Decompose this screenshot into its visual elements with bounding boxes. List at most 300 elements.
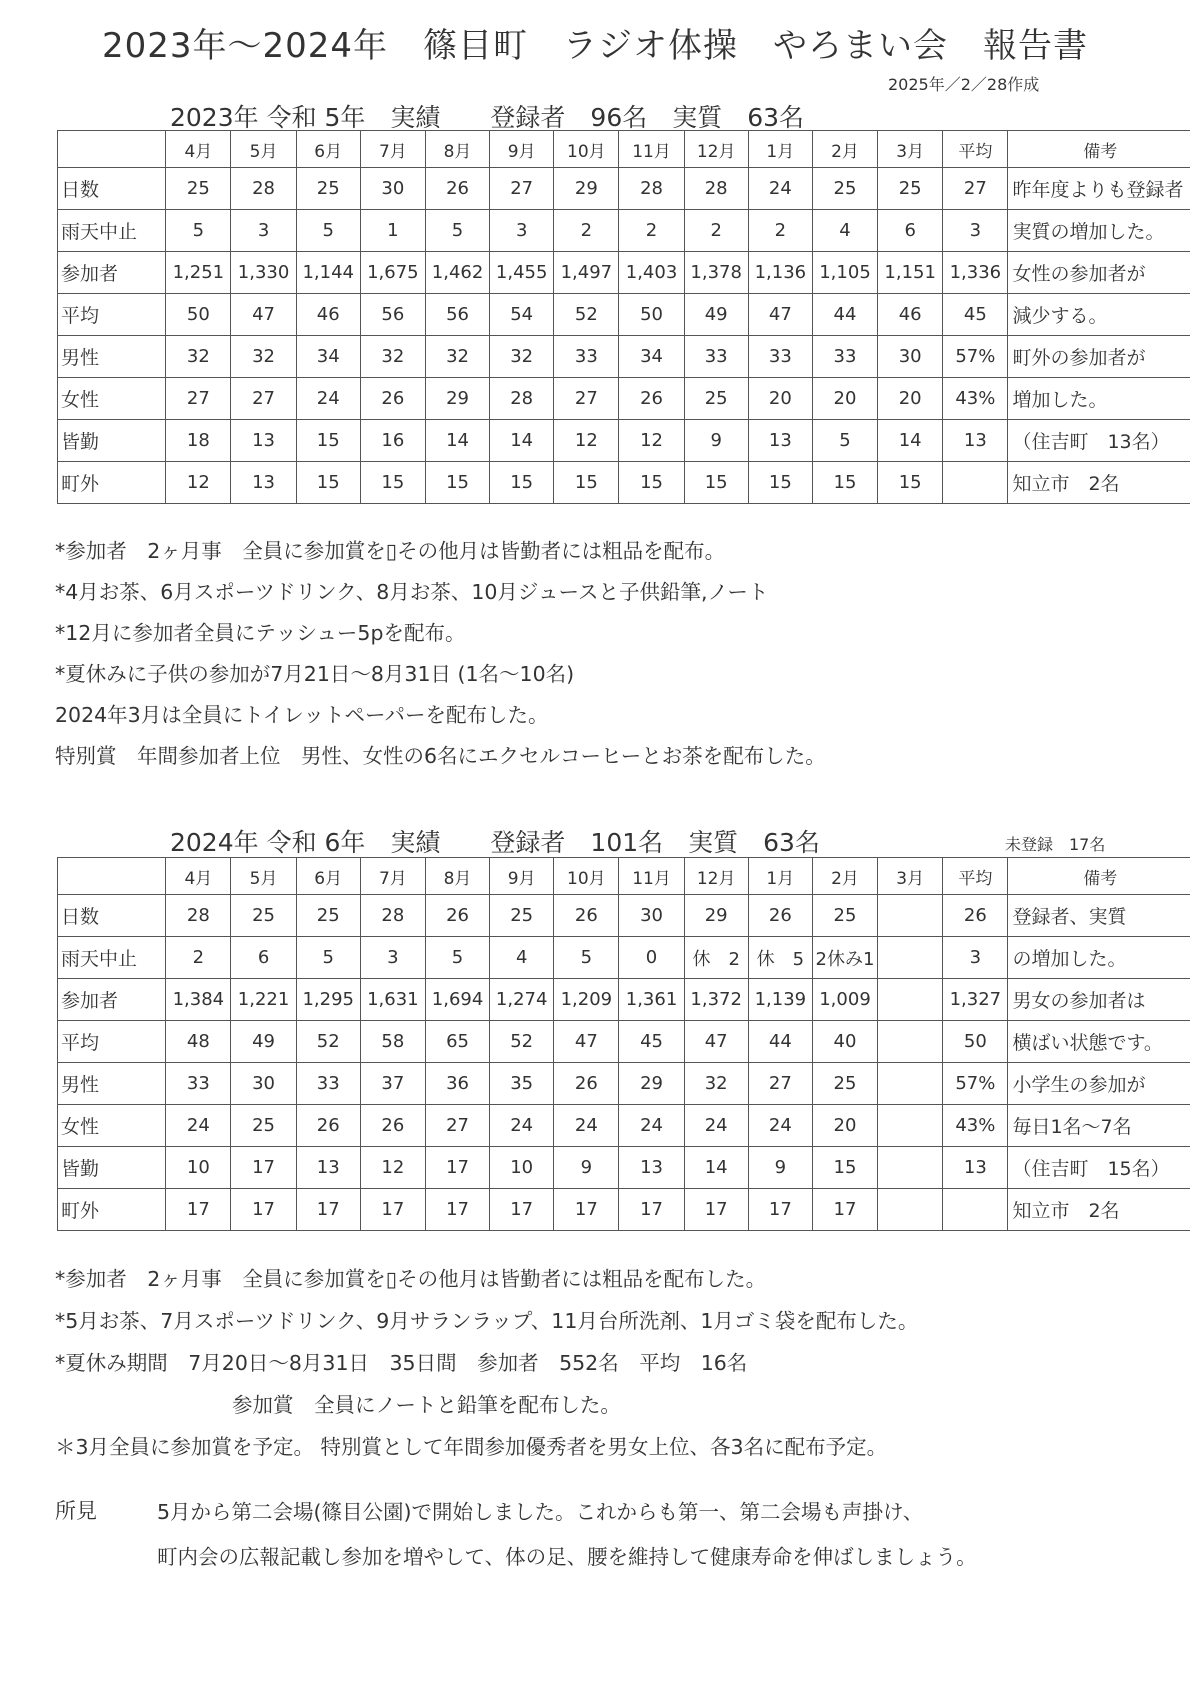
data-cell: 30 [360, 168, 425, 210]
data-cell: 29 [554, 168, 619, 210]
data-cell: 25 [296, 895, 360, 937]
table-row [58, 979, 1190, 1021]
table-2024 [57, 857, 1190, 1231]
section-2024-heading: 2024年 令和 6年 実績 登録者 101名 実質 63名 [170, 828, 820, 857]
data-cell: 1,455 [490, 252, 554, 294]
header-cell: 1月 [748, 858, 812, 895]
header-cell: 平均 [943, 858, 1008, 895]
table-row [58, 210, 1190, 252]
row-label: 皆勤 [58, 420, 166, 462]
data-cell: 56 [425, 294, 489, 336]
data-cell: 1,403 [619, 252, 684, 294]
data-cell: 33 [812, 336, 877, 378]
header-cell: 平均 [943, 131, 1008, 168]
header-cell: 8月 [425, 858, 489, 895]
table-row [58, 1105, 1190, 1147]
table-row [58, 1063, 1190, 1105]
note-2023-1: *参加者 2ヶ月事 全員に参加賞を▯その他月は皆勤者には粗品を配布。 [55, 539, 726, 563]
data-cell: 12 [619, 420, 684, 462]
data-cell: 1,221 [231, 979, 296, 1021]
header-cell: 備考 [1008, 858, 1190, 895]
data-cell: 14 [684, 1147, 748, 1189]
data-cell: 32 [231, 336, 296, 378]
data-cell: 18 [166, 420, 231, 462]
table-row [58, 1147, 1190, 1189]
data-cell: 15 [490, 462, 554, 504]
data-cell: 49 [231, 1021, 296, 1063]
data-cell: 43% [943, 378, 1008, 420]
data-cell: 1,009 [812, 979, 877, 1021]
data-cell: 1,330 [231, 252, 296, 294]
header-cell [58, 858, 166, 895]
data-cell: 13 [943, 420, 1008, 462]
report-title: 2023年～2024年 篠目町 ラジオ体操 やろまい会 報告書 [101, 26, 1089, 66]
table-header-row [58, 858, 1190, 895]
data-cell: 47 [231, 294, 296, 336]
data-cell: 26 [554, 1063, 619, 1105]
data-cell: 33 [166, 1063, 231, 1105]
header-cell: 3月 [878, 131, 943, 168]
data-cell: 27 [943, 168, 1008, 210]
data-cell: 13 [231, 462, 296, 504]
data-cell: 27 [490, 168, 554, 210]
data-cell: 50 [619, 294, 684, 336]
data-cell: 28 [619, 168, 684, 210]
data-cell: 25 [812, 168, 877, 210]
data-cell: 15 [878, 462, 943, 504]
data-cell: 3 [943, 937, 1008, 979]
data-cell: 29 [425, 378, 489, 420]
data-cell: 17 [554, 1189, 619, 1231]
header-cell: 11月 [619, 858, 684, 895]
data-cell: 6 [231, 937, 296, 979]
header-cell: 12月 [684, 858, 748, 895]
data-cell: 27 [166, 378, 231, 420]
data-cell: 13 [296, 1147, 360, 1189]
data-cell: 4 [812, 210, 877, 252]
data-cell: 1,497 [554, 252, 619, 294]
data-cell: 28 [231, 168, 296, 210]
data-cell: 10 [490, 1147, 554, 1189]
table-header-row [58, 131, 1190, 168]
data-cell [878, 1189, 943, 1231]
data-cell: 9 [684, 420, 748, 462]
header-cell: 2月 [812, 858, 877, 895]
data-cell: 1,384 [166, 979, 231, 1021]
created-date: 2025年／2／28作成 [888, 75, 1040, 94]
data-cell [878, 937, 943, 979]
data-cell: 15 [425, 462, 489, 504]
row-label: 雨天中止 [58, 937, 166, 979]
data-cell: 1,151 [878, 252, 943, 294]
data-cell: 5 [425, 937, 489, 979]
table-row [58, 168, 1190, 210]
header-cell: 2月 [812, 131, 877, 168]
data-cell: 27 [554, 378, 619, 420]
data-cell: 28 [490, 378, 554, 420]
data-cell: 15 [748, 462, 812, 504]
table-row [58, 895, 1190, 937]
data-cell: 14 [425, 420, 489, 462]
data-cell: 17 [296, 1189, 360, 1231]
data-cell: 25 [878, 168, 943, 210]
row-label: 男性 [58, 1063, 166, 1105]
data-cell: 28 [360, 895, 425, 937]
data-cell: 25 [231, 1105, 296, 1147]
data-cell: 29 [684, 895, 748, 937]
data-cell: 1,378 [684, 252, 748, 294]
data-cell: 47 [554, 1021, 619, 1063]
data-cell: 46 [878, 294, 943, 336]
data-cell: 52 [296, 1021, 360, 1063]
header-cell: 6月 [296, 131, 360, 168]
data-cell: 57% [943, 336, 1008, 378]
header-cell: 4月 [166, 858, 231, 895]
findings-label: 所見 [55, 1499, 97, 1523]
remark-cell: 小学生の参加が [1008, 1063, 1190, 1105]
header-cell [58, 131, 166, 168]
data-cell: 3 [490, 210, 554, 252]
header-cell: 9月 [490, 131, 554, 168]
data-cell: 10 [166, 1147, 231, 1189]
remark-cell: の増加した。 [1008, 937, 1190, 979]
row-label: 女性 [58, 1105, 166, 1147]
data-cell: 1,462 [425, 252, 489, 294]
data-cell: 17 [231, 1147, 296, 1189]
data-cell: 17 [619, 1189, 684, 1231]
data-cell: 48 [166, 1021, 231, 1063]
data-cell: 5 [812, 420, 877, 462]
note-2023-2: *4月お茶、6月スポーツドリンク、8月お茶、10月ジュースと子供鉛筆,ノート [55, 580, 769, 604]
data-cell: 15 [296, 420, 360, 462]
note-2023-6: 特別賞 年間参加者上位 男性、女性の6名にエクセルコーヒーとお茶を配布した。 [55, 744, 826, 768]
header-cell: 5月 [231, 858, 296, 895]
data-cell: 13 [231, 420, 296, 462]
data-cell [943, 1189, 1008, 1231]
data-cell: 2 [554, 210, 619, 252]
data-cell: 24 [684, 1105, 748, 1147]
data-cell: 17 [425, 1189, 489, 1231]
data-cell: 2 [619, 210, 684, 252]
header-cell: 5月 [231, 131, 296, 168]
data-cell: 17 [812, 1189, 877, 1231]
table-row [58, 336, 1190, 378]
data-cell: 1,327 [943, 979, 1008, 1021]
data-cell: 17 [748, 1189, 812, 1231]
data-cell [943, 462, 1008, 504]
data-cell: 3 [943, 210, 1008, 252]
data-cell: 25 [166, 168, 231, 210]
data-cell: 33 [748, 336, 812, 378]
data-cell: 1,336 [943, 252, 1008, 294]
table-row [58, 462, 1190, 504]
data-cell: 1 [360, 210, 425, 252]
data-cell: 33 [296, 1063, 360, 1105]
header-cell: 10月 [554, 858, 619, 895]
data-cell: 24 [619, 1105, 684, 1147]
data-cell: 20 [878, 378, 943, 420]
data-cell: 休 2 [684, 937, 748, 979]
table-row [58, 294, 1190, 336]
data-cell: 1,274 [490, 979, 554, 1021]
data-cell: 17 [166, 1189, 231, 1231]
data-cell: 15 [812, 462, 877, 504]
data-cell: 24 [554, 1105, 619, 1147]
data-cell: 50 [943, 1021, 1008, 1063]
remark-cell: 登録者、実質 [1008, 895, 1190, 937]
data-cell: 30 [619, 895, 684, 937]
data-cell: 32 [684, 1063, 748, 1105]
row-label: 日数 [58, 895, 166, 937]
data-cell: 26 [360, 1105, 425, 1147]
data-cell: 13 [619, 1147, 684, 1189]
data-cell: 34 [619, 336, 684, 378]
row-label: 平均 [58, 294, 166, 336]
header-cell: 1月 [748, 131, 812, 168]
data-cell: 14 [878, 420, 943, 462]
remark-cell: 町外の参加者が [1008, 336, 1190, 378]
table-row [58, 1021, 1190, 1063]
data-cell: 28 [684, 168, 748, 210]
data-cell: 3 [360, 937, 425, 979]
data-cell: 5 [425, 210, 489, 252]
data-cell: 12 [554, 420, 619, 462]
data-cell: 17 [360, 1189, 425, 1231]
data-cell: 25 [684, 378, 748, 420]
data-cell: 30 [231, 1063, 296, 1105]
header-cell: 11月 [619, 131, 684, 168]
data-cell: 14 [490, 420, 554, 462]
data-cell: 26 [360, 378, 425, 420]
data-cell: 35 [490, 1063, 554, 1105]
data-cell: 32 [166, 336, 231, 378]
data-cell: 34 [296, 336, 360, 378]
row-label: 雨天中止 [58, 210, 166, 252]
data-cell: 5 [554, 937, 619, 979]
data-cell: 20 [748, 378, 812, 420]
header-cell: 10月 [554, 131, 619, 168]
data-cell: 2 [166, 937, 231, 979]
table-row [58, 252, 1190, 294]
data-cell: 20 [812, 378, 877, 420]
data-cell: 15 [812, 1147, 877, 1189]
data-cell: 33 [554, 336, 619, 378]
data-cell: 29 [619, 1063, 684, 1105]
data-cell: 58 [360, 1021, 425, 1063]
data-cell: 12 [166, 462, 231, 504]
data-cell [878, 1063, 943, 1105]
row-label: 町外 [58, 1189, 166, 1231]
data-cell: 24 [748, 1105, 812, 1147]
row-label: 日数 [58, 168, 166, 210]
data-cell: 57% [943, 1063, 1008, 1105]
row-label: 参加者 [58, 979, 166, 1021]
header-cell: 6月 [296, 858, 360, 895]
row-label: 平均 [58, 1021, 166, 1063]
note-2024-5: ＊3月全員に参加賞を予定。 特別賞として年間参加優秀者を男女上位、各3名に配布予定。 [55, 1435, 888, 1459]
data-cell: 46 [296, 294, 360, 336]
data-cell: 4 [490, 937, 554, 979]
data-cell: 1,295 [296, 979, 360, 1021]
data-cell: 9 [554, 1147, 619, 1189]
data-cell: 26 [425, 895, 489, 937]
data-cell: 32 [425, 336, 489, 378]
data-cell: 1,251 [166, 252, 231, 294]
data-cell: 27 [748, 1063, 812, 1105]
header-cell: 12月 [684, 131, 748, 168]
data-cell: 1,105 [812, 252, 877, 294]
table-row [58, 937, 1190, 979]
header-cell: 8月 [425, 131, 489, 168]
header-cell: 3月 [878, 858, 943, 895]
data-cell: 44 [812, 294, 877, 336]
remark-cell: 知立市 2名 [1008, 462, 1190, 504]
data-cell: 1,139 [748, 979, 812, 1021]
data-cell: 47 [684, 1021, 748, 1063]
data-cell: 28 [166, 895, 231, 937]
data-cell: 17 [684, 1189, 748, 1231]
data-cell: 56 [360, 294, 425, 336]
findings-line-1: 5月から第二会場(篠目公園)で開始しました。これからも第一、第二会場も声掛け、 [157, 1500, 924, 1524]
data-cell [878, 1147, 943, 1189]
data-cell: 17 [490, 1189, 554, 1231]
header-cell: 7月 [360, 131, 425, 168]
note-2024-1: *参加者 2ヶ月事 全員に参加賞を▯その他月は皆勤者には粗品を配布した。 [55, 1267, 767, 1291]
data-cell: 47 [748, 294, 812, 336]
data-cell: 37 [360, 1063, 425, 1105]
row-label: 町外 [58, 462, 166, 504]
data-cell: 25 [296, 168, 360, 210]
data-cell: 15 [296, 462, 360, 504]
data-cell: 5 [166, 210, 231, 252]
remark-cell: 増加した。 [1008, 378, 1190, 420]
data-cell: 1,209 [554, 979, 619, 1021]
note-2024-4: 参加賞 全員にノートと鉛筆を配布した。 [232, 1393, 621, 1417]
data-cell: 6 [878, 210, 943, 252]
header-cell: 4月 [166, 131, 231, 168]
note-2024-3: *夏休み期間 7月20日～8月31日 35日間 参加者 552名 平均 16名 [55, 1351, 748, 1375]
note-2023-3: *12月に参加者全員にテッシュー5pを配布。 [55, 621, 466, 645]
data-cell: 43% [943, 1105, 1008, 1147]
row-label: 男性 [58, 336, 166, 378]
header-cell: 9月 [490, 858, 554, 895]
remark-cell: 昨年度よりも登録者 [1008, 168, 1190, 210]
data-cell: 52 [490, 1021, 554, 1063]
data-cell: 2 [684, 210, 748, 252]
data-cell: 1,144 [296, 252, 360, 294]
table-row [58, 378, 1190, 420]
data-cell: 1,631 [360, 979, 425, 1021]
row-label: 参加者 [58, 252, 166, 294]
row-label: 皆勤 [58, 1147, 166, 1189]
data-cell: 9 [748, 1147, 812, 1189]
data-cell: 20 [812, 1105, 877, 1147]
remark-cell: 減少する。 [1008, 294, 1190, 336]
data-cell: 24 [490, 1105, 554, 1147]
data-cell [878, 979, 943, 1021]
remark-cell: （住吉町 13名） [1008, 420, 1190, 462]
data-cell [878, 1105, 943, 1147]
data-cell: 17 [425, 1147, 489, 1189]
data-cell: 13 [748, 420, 812, 462]
data-cell: 1,694 [425, 979, 489, 1021]
data-cell: 26 [619, 378, 684, 420]
data-cell: 15 [619, 462, 684, 504]
data-cell: 33 [684, 336, 748, 378]
unregistered-count: 未登録 17名 [1005, 835, 1106, 854]
data-cell [878, 1021, 943, 1063]
data-cell: 25 [490, 895, 554, 937]
data-cell: 1,372 [684, 979, 748, 1021]
data-cell: 2休み1 [812, 937, 877, 979]
data-cell: 13 [943, 1147, 1008, 1189]
note-2023-5: 2024年3月は全員にトイレットペーパーを配布した。 [55, 703, 549, 727]
data-cell: 12 [360, 1147, 425, 1189]
data-cell: 26 [425, 168, 489, 210]
header-cell: 備考 [1008, 131, 1190, 168]
data-cell: 40 [812, 1021, 877, 1063]
remark-cell: 横ばい状態です。 [1008, 1021, 1190, 1063]
data-cell: 24 [296, 378, 360, 420]
row-label: 女性 [58, 378, 166, 420]
remark-cell: （住吉町 15名） [1008, 1147, 1190, 1189]
data-cell: 5 [296, 937, 360, 979]
table-2023 [57, 130, 1190, 504]
data-cell: 44 [748, 1021, 812, 1063]
remark-cell: 実質の増加した。 [1008, 210, 1190, 252]
data-cell: 15 [360, 462, 425, 504]
data-cell: 24 [166, 1105, 231, 1147]
data-cell: 54 [490, 294, 554, 336]
header-cell: 7月 [360, 858, 425, 895]
findings-line-2: 町内会の広報記載し参加を増やして、体の足、腰を維持して健康寿命を伸ばしましょう。 [157, 1545, 977, 1569]
data-cell: 26 [554, 895, 619, 937]
remark-cell: 毎日1名～7名 [1008, 1105, 1190, 1147]
data-cell: 30 [878, 336, 943, 378]
data-cell: 2 [748, 210, 812, 252]
remark-cell: 知立市 2名 [1008, 1189, 1190, 1231]
data-cell: 25 [231, 895, 296, 937]
data-cell: 0 [619, 937, 684, 979]
data-cell: 15 [684, 462, 748, 504]
data-cell: 45 [619, 1021, 684, 1063]
data-cell: 1,136 [748, 252, 812, 294]
data-cell: 49 [684, 294, 748, 336]
data-cell: 5 [296, 210, 360, 252]
data-cell: 25 [812, 895, 877, 937]
data-cell: 16 [360, 420, 425, 462]
data-cell: 26 [296, 1105, 360, 1147]
data-cell: 36 [425, 1063, 489, 1105]
data-cell: 休 5 [748, 937, 812, 979]
data-cell: 32 [360, 336, 425, 378]
remark-cell: 女性の参加者が [1008, 252, 1190, 294]
data-cell: 27 [425, 1105, 489, 1147]
data-cell: 17 [231, 1189, 296, 1231]
data-cell: 3 [231, 210, 296, 252]
data-cell: 15 [554, 462, 619, 504]
data-cell [878, 895, 943, 937]
data-cell: 52 [554, 294, 619, 336]
data-cell: 65 [425, 1021, 489, 1063]
remark-cell: 男女の参加者は [1008, 979, 1190, 1021]
data-cell: 27 [231, 378, 296, 420]
data-cell: 24 [748, 168, 812, 210]
data-cell: 50 [166, 294, 231, 336]
note-2024-2: *5月お茶、7月スポーツドリンク、9月サランラップ、11月台所洗剤、1月ゴミ袋を配布した。 [55, 1309, 919, 1333]
data-cell: 1,675 [360, 252, 425, 294]
data-cell: 45 [943, 294, 1008, 336]
